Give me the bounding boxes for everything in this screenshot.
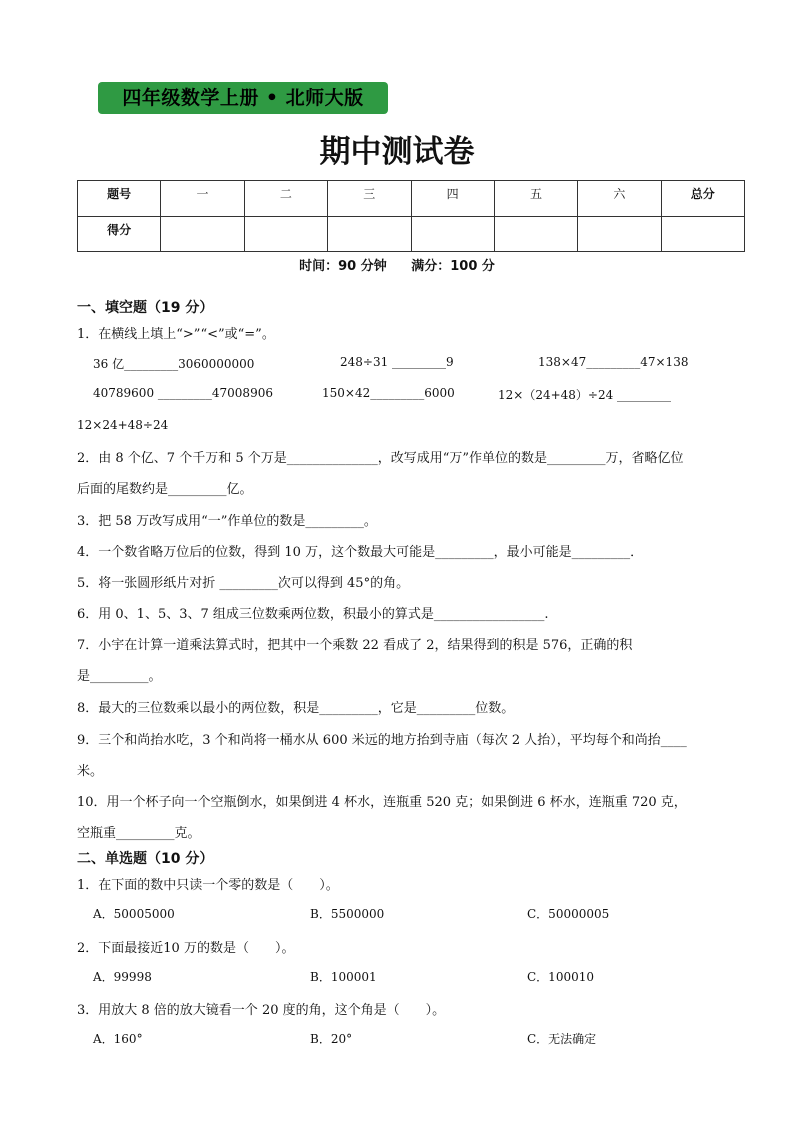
question-1-item: 12×（24+48）÷24 _________ [498, 388, 672, 402]
exam-title: 期中测试卷 [319, 134, 475, 170]
question-1-item: 36 亿_________3060000000 [93, 357, 255, 371]
question-6: 6．用 0、1、5、3、7 组成三位数乘两位数，积最小的算式是_________________. [77, 607, 549, 622]
score-header-cell: 二 [244, 181, 327, 217]
score-cell[interactable] [161, 216, 244, 252]
score-header-cell: 一 [161, 181, 244, 217]
question-3: 3．把 58 万改写成用“一”作单位的数是_________。 [77, 514, 377, 529]
choice-option-a[interactable]: A．99998 [93, 970, 152, 984]
question-10-line-1: 10．用一个杯子向一个空瓶倒水，如果倒进 4 杯水，连瓶重 520 克；如果倒进 6 杯水，连瓶重 720 克， [77, 795, 687, 810]
section-title-fill-blank: 一、填空题（19 分） [77, 300, 214, 316]
choice-option-b[interactable]: B．100001 [310, 970, 377, 984]
question-1-item: 248÷31 _________9 [340, 355, 454, 369]
grade-banner: 四年级数学上册 • 北师大版 [98, 82, 388, 114]
question-1-item: 138×47_________47×138 [538, 355, 689, 369]
question-9-line-1: 9．三个和尚抬水吃，3 个和尚将一桶水从 600 米远的地方抬到寺庙（每次 2 人抬），平均每个和尚抬____ [77, 733, 687, 748]
question-1-item: 12×24+48÷24 [77, 418, 169, 432]
question-9-line-2: 米。 [77, 764, 104, 779]
question-2-line-1: 2．由 8 个亿、7 个千万和 5 个万是______________，改写成用“万”作单位的数是_________万，省略亿位 [77, 451, 684, 466]
score-header-cell: 四 [411, 181, 494, 217]
question-2-line-2: 后面的尾数约是_________亿。 [77, 482, 253, 497]
score-row-label: 得分 [78, 216, 161, 252]
exam-time: 时间：90 分钟 [299, 259, 387, 274]
question-7-line-2: 是_________。 [77, 669, 162, 684]
score-cell[interactable] [661, 216, 744, 252]
score-cell[interactable] [244, 216, 327, 252]
score-cell[interactable] [328, 216, 411, 252]
question-10-line-2: 空瓶重_________克。 [77, 826, 201, 841]
choice-question-1-stem: 1．在下面的数中只读一个零的数是（ ）。 [77, 878, 339, 893]
question-1-item: 150×42_________6000 [322, 386, 455, 400]
exam-full-score: 满分：100 分 [411, 259, 495, 274]
question-8: 8．最大的三位数乘以最小的两位数，积是_________，它是_________位数。 [77, 701, 515, 716]
choice-option-a[interactable]: A．50005000 [93, 907, 175, 921]
question-1-item: 40789600 _________47008906 [93, 386, 273, 400]
choice-question-3-stem: 3．用放大 8 倍的放大镜看一个 20 度的角，这个角是（ ）。 [77, 1003, 446, 1018]
score-header-cell: 六 [578, 181, 661, 217]
question-7-line-1: 7．小宇在计算一道乘法算式时，把其中一个乘数 22 看成了 2，结果得到的积是 576，正确的积 [77, 638, 633, 653]
question-5: 5．将一张圆形纸片对折 _________次可以得到 45°的角。 [77, 576, 410, 591]
choice-option-b[interactable]: B．20° [310, 1032, 353, 1046]
score-header-cell: 题号 [78, 181, 161, 217]
score-header-cell: 五 [494, 181, 577, 217]
score-header-cell: 总分 [661, 181, 744, 217]
exam-info [0, 255, 794, 274]
score-table-header-row [78, 181, 745, 217]
choice-option-c[interactable]: C．无法确定 [527, 1032, 597, 1046]
choice-option-a[interactable]: A．160° [93, 1032, 143, 1046]
score-table [77, 180, 745, 252]
section-title-single-choice: 二、单选题（10 分） [77, 851, 214, 867]
score-table-score-row [78, 216, 745, 252]
choice-option-c[interactable]: C．50000005 [527, 907, 610, 921]
choice-option-b[interactable]: B．5500000 [310, 907, 385, 921]
score-cell[interactable] [411, 216, 494, 252]
choice-option-c[interactable]: C．100010 [527, 970, 594, 984]
score-cell[interactable] [578, 216, 661, 252]
score-header-cell: 三 [328, 181, 411, 217]
question-4: 4．一个数省略万位后的位数，得到 10 万，这个数最大可能是_________，最小可能是_________． [77, 545, 644, 560]
score-cell[interactable] [494, 216, 577, 252]
question-1-stem: 1．在横线上填上“>”“<”或“=”。 [77, 327, 275, 342]
choice-question-2-stem: 2．下面最接近10 万的数是（ ）。 [77, 941, 295, 956]
